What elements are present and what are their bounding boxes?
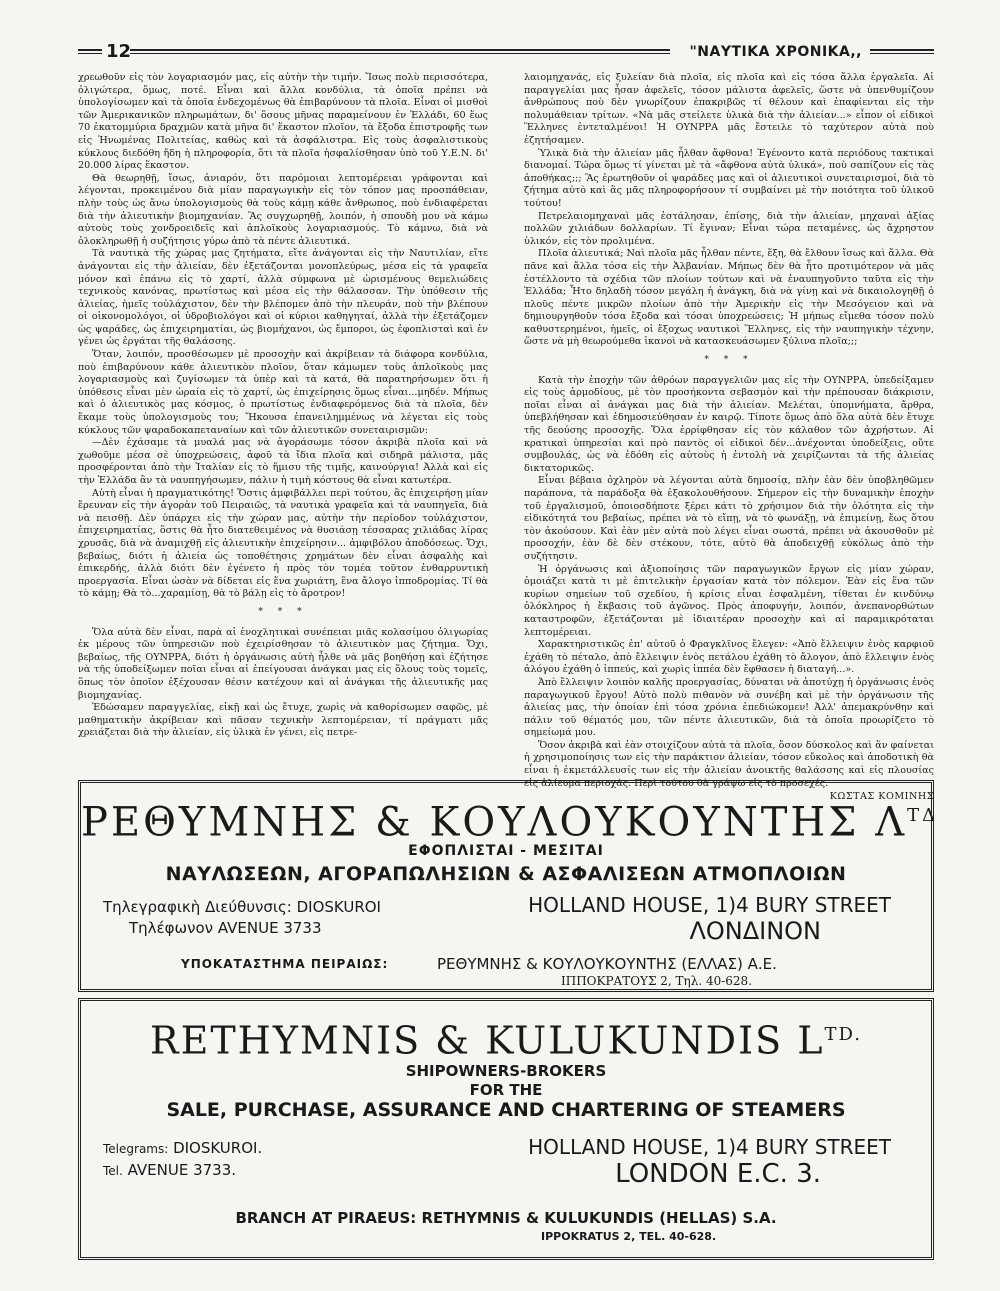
ad-company-suffix: TD. bbox=[824, 1024, 862, 1045]
ad-branch-address: ΙΠΠΟΚΡΑΤΟΥΣ 2, Τηλ. 40-628. bbox=[561, 974, 753, 988]
article-column-right bbox=[524, 72, 934, 822]
ad-branch-label: ΥΠΟΚΑΤΑΣΤΗΜΑ ΠΕΙΡΑΙΩΣ: bbox=[181, 957, 389, 971]
header-rule-right bbox=[870, 49, 934, 54]
ad-roles: SHIPOWNERS-BROKERS bbox=[405, 1062, 607, 1080]
running-header bbox=[78, 40, 934, 66]
article-paragraph: Πετρελαιομηχαναὶ μᾶς ἐστάλησαν, ἐπίσης, διὰ τὴν ἁλιείαν, μηχαναὶ ἀξίας πολλῶν χιλιάδων δολλαρίων. Τί ἔγιναν; Εἶναι τώρα πεταμένες, ὡς ἄχρηστον ὑλικόν, εἰς τὸν προλιμένα. bbox=[524, 210, 934, 247]
article-paragraph: Πλοῖα ἁλιευτικά; Ναὶ πλοῖα μᾶς ἦλθαν πέντε, ἕξη, θὰ ἔλθουν ἴσως καὶ ἄλλα. Θὰ πᾶνε καὶ ἄλλα τόσα εἰς τὴν Ἀλβανίαν. Μήπως δὲν θὰ ἦτο προτιμότερον νὰ μᾶς ἐστέλλοντο τὰ σχέδια τῶν πλοίων τούτων καὶ νὰ ἐναυπηγοῦντο ταῦτα εἰς τὴν Ἑλλάδα; Ἦτο δηλαδὴ τόσον μεγάλη ἡ ἀνάγκη, διὰ νὰ γίνῃ καὶ νὰ δικαιολογηθῇ ὁ πλοῦς πέντε μικρῶν πλοίων ἀπὸ τὴν Ἀμερικὴν εἰς τὴν Μεσόγειον καὶ νὰ δημιουργηθοῦν τόσα ἔξοδα καὶ τόσαι ὑποχρεώσεις; Ἡ μήπως εἴμεθα τόσον πολὺ καθυστερημένοι, ἡμεῖς, οἱ ἔξοχως ναυτικοὶ Ἕλληνες, εἰς τὴν ναυπηγικὴν τέχνην, ὥστε νὰ μὴ θεωρούμεθα ἱκανοὶ νὰ κατασκευάσωμεν ξύλινα πλοῖα;;; bbox=[524, 248, 934, 348]
ad-telegraph-label: Τηλεγραφικὴ Διεύθυνσις: bbox=[103, 898, 292, 916]
ad-tel-label: Tel. bbox=[103, 1164, 123, 1178]
ad-company-name bbox=[81, 1013, 931, 1063]
ad-city: LONDON E.C. 3. bbox=[615, 1159, 821, 1189]
section-separator: * * * bbox=[258, 606, 308, 617]
article-paragraph: Αὐτὴ εἶναι ἡ πραγματικότης! Ὅστις ἀμφιβάλλει περὶ τούτου, ἂς ἐπιχειρήσῃ μίαν ἔρευναν εἰς τὴν ἀγορὰν τοῦ Πειραιῶς, τὰ ναυτικὰ γραφεῖα καὶ τὰ ναυπηγεῖα, διὰ νὰ πεισθῇ. Δὲν ὑπάρχει εἰς τὴν χώραν μας, αὐτὴν τὴν περίοδον τοὐλάχιστον, ἐπιχειρηματίας, ὅστις θὰ ἦτο διατεθειμένος νὰ θυσιάσῃ τέσσαρας χιλιάδας λίρας χρυσᾶς, διὰ νὰ ἀναμιχθῇ εἰς ἁλιευτικὴν ἐπιχείρησιν... ἀμφιβόλου ἀποδόσεως. Ὄχι, βεβαίως, διότι ἡ ἁλιεία ὡς τοποθέτησις χρημάτων δὲν εἶναι ἀσφαλὴς καὶ ἐπικερδής, ἀλλὰ διότι δὲν ἐγένετο ἡ πρὸς τὸν τομέα τοῦτον ἐνθαρρυντικὴ προεργασία. Εἶναι ὡσὰν νὰ δίδεται εἰς ἕνα χωριάτη, ἕνα ἄλογο ἱπποδρομίας. Τί θὰ τὸ κάμῃ; Θὰ τὸ...χαραμίσῃ, θὰ τὸ βάλῃ εἰς τὸ ἄροτρον! bbox=[78, 487, 488, 600]
article-paragraph: Ὅταν, λοιπόν, προσθέσωμεν μὲ προσοχὴν καὶ ἀκρίβειαν τὰ διάφορα κονδύλια, ποὺ ἐπιβαρύνουν κάθε ἁλιευτικὸν πλοῖον, ὅταν κάμωμεν τοὺς ἁπλοϊκοὺς μας λογαριασμοὺς καὶ ζυγίσωμεν τὰ ὑπὲρ καὶ τὰ κατά, θὰ παρατηρήσωμεν ὅτι ἡ ὑπόθεσις εἶναι μὲν ὡραία εἰς τὸ χαρτί, ὡς ἐπιχείρησις ὅμως εἶναι...μηδέν. Μήπως καὶ ὁ ἁλιευτικὸς μας κόσμος, ὁ πρωτίστως ἐνδιαφερόμενος διὰ τὰ πλοῖα, δὲν ἔκαμε τοὺς ὑπολογισμοὺς του; Ἤκουσα ἐπανειλημμένως νὰ λέγεται εἰς τοὺς κύκλους τῶν ψαραδοκαπεταναίων καὶ τῶν ἁλιευτικῶν συνεταιρισμῶν: bbox=[78, 349, 488, 436]
ad-company-text: ΡΕΘΥΜΝΗΣ & ΚΟΥΛΟΥΚΟΥΝΤΗΣ Λ bbox=[81, 799, 908, 846]
ad-company-name bbox=[81, 793, 939, 846]
page-number: 12 bbox=[106, 41, 132, 62]
article-signature: ΚΩΣΤΑΣ ΚΟΜΙΝΗΣ bbox=[829, 791, 934, 803]
ad-services: ΝΑΥΛΩΣΕΩΝ, ΑΓΟΡΑΠΩΛΗΣΙΩΝ & ΑΣΦΑΛΙΣΕΩΝ ΑΤΜΟΠΛΟΙΩΝ bbox=[165, 863, 847, 885]
ad-services: SALE, PURCHASE, ASSURANCE AND CHARTERING OF STEAMERS bbox=[166, 1099, 846, 1121]
article-paragraph: Ἐδώσαμεν παραγγελίας, εἰκῇ καὶ ὡς ἔτυχε, χωρὶς νὰ καθορίσωμεν σαφῶς, μὲ μαθηματικὴν ἀκρίβειαν καὶ πᾶσαν τεχνικὴν λεπτομέρειαν, τί πράγματι μᾶς χρειάζεται διὰ τὴν ἁλιείαν, εἰς ὑλικὰ ἐν γένει, εἰς πετρε- bbox=[78, 702, 488, 739]
ad-phone-value: AVENUE 3733 bbox=[217, 919, 322, 937]
ad-tel bbox=[103, 1161, 236, 1179]
ad-address: HOLLAND HOUSE, 1)4 BURY STREET bbox=[528, 893, 891, 917]
ad-telegrams bbox=[103, 1139, 262, 1157]
article-paragraph: λαιομηχανάς, εἰς ξυλείαν διὰ πλοῖα, εἰς πλοῖα καὶ εἰς τόσα ἄλλα ἐργαλεῖα. Αἱ παραγγελίαι μας ἦσαν ἀφελεῖς, τόσον μάλιστα ἀφελεῖς, ὥστε νὰ ὑπενθυμίζουν ἀνθρώπους ποὺ δὲν γνωρίζουν ἐπακριβῶς τί θέλουν καὶ ἐπαφίενται εἰς τὴν πολυμάθειαν τρίτων. «Νὰ μᾶς στείλετε ὑλικὰ διὰ τὴν ἁλιείαν...» εἶπον οἱ εἰδικοὶ Ἕλληνες ἐντεταλμένοι! Ἡ ΟΥΝΡΡΑ μᾶς ἔστειλε τὸ ταχύτερον αὐτὰ ποὺ ἐζητήσαμεν. bbox=[524, 72, 934, 146]
section-separator: * * * bbox=[704, 355, 754, 366]
article-paragraph: Ὅσον ἀκριβὰ καὶ ἐὰν στοιχίζουν αὐτὰ τὰ πλοῖα, ὅσον δύσκολος καὶ ἂν φαίνεται ἡ χρησιμοποίησις των εἰς τὴν παράκτιον ἁλιείαν, τόσον εὔκολος καὶ ἀποδοτικὴ θὰ εἶναι ἡ ἐκμετάλλευσίς των εἰς τὴν ἁλιείαν ἀνοικτῆς θαλάσσης καὶ εἰς πλουσίας εἰς ἁλίευμα περιοχάς. Περὶ τούτου θὰ γράψω εἰς τὸ προσεχές. bbox=[524, 739, 934, 789]
ad-address: HOLLAND HOUSE, 1)4 BURY STREET bbox=[528, 1135, 891, 1159]
article-paragraph: Ἡ ὀργάνωσις καὶ ἀξιοποίησις τῶν παραγωγικῶν ἔργων εἰς μίαν χώραν, ὁμοιάζει κατὰ τι μὲ ἐπιτελικὴν ἐργασίαν κατὰ τὸν πόλεμον. Ἐὰν εἰς ἕνα τῶν κυρίων σημείων τοῦ σχεδίου, ἡ κρίσις εἶναι ἐσφαλμένη, τίθεται ἐν κινδύνῳ ὁλόκληρος ἡ ἔκβασις τοῦ ἀγῶνος. Πρὸς ἀποφυγήν, λοιπόν, ἀνεπανορθώτων καταστροφῶν, ἐξετάζονται μὲ ἰδιαιτέραν προσοχὴν καὶ αἱ παραμικρόταται λεπτομέρειαι. bbox=[524, 563, 934, 638]
ad-for-the: FOR THE bbox=[469, 1081, 543, 1099]
article-paragraph: χρεωθοῦν εἰς τὸν λογαριασμόν μας, εἰς αὐτὴν τὴν τιμήν. Ἴσως πολὺ περισσότερα, ὀλιγώτερα, ὅμως, ποτέ. Εἶναι καὶ ἄλλα κονδύλια, τὰ ὁποῖα πρέπει νὰ ὑπολογίσωμεν καὶ τὰ ὁποῖα ἐνδεχομένως θὰ ἐπιβαρύνουν τὰ πλοῖα. Εἶναι οἱ μισθοὶ τῶν Ἀμερικανικῶν πληρωμάτων, δι' ὅσους μῆνας παραμείνουν ἐν Ἑλλάδι, 60 ἕως 70 ἑκατομμύρια δραχμῶν κατὰ μῆνα δι' ἕκαστον πλοῖον, τὰ ἔξοδα ἐπιστροφῆς των εἰς Ἡνωμένας Πολιτείας, καθὼς καὶ τὰ ἀσφάλιστρα. Εἰς τοὺς ἀσφαλιστικοὺς κύκλους διεδόθη ἤδη ἡ πληροφορία, ὅτι τὰ πλοῖα ἠσφαλίσθησαν ὑπὸ τοῦ Υ.Ε.Ν. δι' 20.000 λίρας ἕκαστον. bbox=[78, 72, 488, 172]
ad-company-text: RETHYMNIS & KULUKUNDIS L bbox=[149, 1018, 825, 1063]
article-paragraph: —Δὲν ἐχάσαμε τὰ μυαλά μας νὰ ἀγοράσωμε τόσον ἀκριβὰ πλοῖα καὶ νὰ χωθοῦμε μέσα σὲ ὑποχρεώσεις, ἀφοῦ τὰ ἴδια πλοῖα καὶ σιδηρᾶ μάλιστα, μᾶς προσφέρονται ἀπὸ τὴν Ἰταλίαν εἰς τὸ ἥμισυ τῆς τιμῆς, καινούργια! Ἀλλὰ καὶ εἰς τὴν Ἑλλάδα ἂν τὰ ναυπηγήσωμεν, πάλιν ἡ τιμὴ κόστους θὰ εἶναι κατωτέρα. bbox=[78, 437, 488, 486]
article-paragraph: Εἶναι βέβαια ὀχληρὸν νὰ λέγονται αὐτὰ δημοσίᾳ, πλὴν ἐὰν δὲν ὑποβληθῶμεν παράπονα, τὰ παράδοξα θὰ ἐξακολουθήσουν. Σήμερον εἰς τὴν δυναμικὴν ἐποχὴν τοῦ ἐργαλισμοῦ, ὁποιοσδήποτε ξέρει κάτι τὸ χρήσιμον διὰ τὴν ὁλότητα εἰς τὴν εἰδικότητά του βεβαίως, πρέπει νὰ τὸ εἴπῃ, νὰ τὸ φωνάξῃ, νὰ ἐπιμείνῃ, ἕως ὅτου τὸν ἀκούσουν. Καὶ ἐὰν μὲν αὐτὰ ποὺ λέγει εἶναι σωστά, πρέπει νὰ ἀκουσθοῦν μὲ προσοχήν, ἐὰν δὲ δὲν στέκουν, τότε, αὐτὸ θὰ ἀποδειχθῇ εὐκόλως ἀπὸ τὴν συζήτησιν. bbox=[524, 475, 934, 562]
advertisement-greek bbox=[78, 780, 939, 992]
ad-branch-address: IPPOKRATUS 2, TEL. 40-628. bbox=[541, 1230, 717, 1243]
ad-phone-label: Τηλέφωνον bbox=[129, 919, 214, 937]
article-paragraph: Θὰ θεωρηθῇ, ἴσως, ἀνιαρόν, ὅτι παρόμοιαι λεπτομέρειαι γράφονται καὶ λέγονται, προκειμένου διὰ μίαν παραγωγικὴν εἰς τὸν τόπον μας προσπάθειαν, πλὴν τοὺς ὡς ἄνω ὑπολογισμοὺς θὰ τοὺς κάμῃ κάθε ἄνθρωπος, ποὺ ἐνδιαφέρεται διὰ τὴν ἁλιευτικὴν βιομηχανίαν. Ἂς συγχωρηθῇ, λοιπόν, ἡ σπουδὴ μου νὰ κάμω αὐτοὺς τοὺς χονδροειδεῖς καὶ ἁπλοϊκοὺς λογαριασμούς. Τὸ κάμνω, διὰ νὰ ὁλοκληρωθῇ ἡ συζήτησις γύρω ἀπὸ τὰ πέντε ἁλιευτικά. bbox=[78, 172, 488, 247]
article-paragraph: Κατὰ τὴν ἐποχὴν τῶν ἀθρόων παραγγελιῶν μας εἰς τὴν ΟΥΝΡΡΑ, ὑπεδείξαμεν εἰς τοὺς ἁρμοδίους, μὲ τὸν προσήκοντα σεβασμὸν καὶ τὴν πρέπουσαν διάκρισιν, ποῖαι εἶναι αἱ ἀνάγκαι μας διὰ τὴν ἁλιείαν. Μελέται, ὑπομνήματα, ἄρθρα, ὑπεβλήθησαν καὶ ἐδημοσιεύθησαν ἐν καιρῷ. Τίποτε ὅμως ἀπὸ ὅλα αὐτὰ δὲν ἔτυχε τῆς δεούσης προσοχῆς. Ὅλα ἐρρίφθησαν εἰς τὸν κάλαθον τῶν ἀχρήστων. Αἱ κρατικαὶ ὑπηρεσίαι καὶ πρὸ παντὸς οἱ εἰδικοὶ δέν...ἀνέχονται ὑποδείξεις, οὔτε συμβουλάς, ὡς νὰ ἐδόθη εἰς αὐτοὺς ἡ ἐντολὴ νὰ χειρίζωνται τὰ τῆς ἁλιείας δικτατορικῶς. bbox=[524, 374, 934, 474]
journal-title: "ΝΑΥΤΙΚΑ ΧΡΟΝΙΚΑ,, bbox=[689, 44, 862, 60]
article-paragraph: Ὑλικὰ διὰ τὴν ἁλιείαν μᾶς ἦλθαν ἄφθονα! Ἐγένοντο κατὰ περιόδους τακτικαὶ διανομαί. Τώρα ὅμως τί γίνεται μὲ τὰ «ἄφθονα αὐτὰ ὑλικά», ποὺ σαπίζουν εἰς τὰς ἀποθήκας;;; Ἂς ἐρωτηθοῦν οἱ ψαράδες μας καὶ οἱ ἁλιευτικοὶ συνεταιρισμοί, διὰ τὸ ζήτημα αὐτὸ καὶ ἂς μᾶς πληροφορήσουν τί συμβαίνει μὲ τὴν ποιότητα τοῦ ὑλικοῦ τούτου! bbox=[524, 147, 934, 209]
ad-phone bbox=[129, 919, 322, 937]
article-paragraph: Τὰ ναυτικὰ τῆς χώρας μας ζητήματα, εἴτε ἀνάγονται εἰς τὴν Ναυτιλίαν, εἴτε ἀνάγονται εἰς τὴν ἁλιείαν, δὲν ἐξετάζονται μονοπλεύρως, μέσα εἰς τὰ γραφεῖα μόνον καὶ ἐπάνω εἰς τὸ χαρτί, ἀλλὰ σύμφωνα μὲ ὡρισμένους θεμελιώδεις τεχνικοὺς κανόνας, πρωτίστως καὶ μέσα εἰς τὴν θάλασσαν. Τὴν ὑπόθεσιν τῆς ἁλιείας, ἡμεῖς τοὐλάχιστον, δὲν τὴν βλέπομεν ἀπὸ τὴν πλευράν, ποὺ τὴν βλέπουν οἱ οἰκονομολόγοι, οἱ ὑδροβιολόγοι καὶ οἱ κύριοι καθηγηταί, ἀλλὰ τὴν ἐξετάζομεν ὡς ψαράδες, ὡς ἐπιχειρηματίαι, ὡς βιομήχανοι, ὡς ἔμποροι, ὡς ἐφοπλισταὶ καὶ ἐν γένει ὡς ἐργάται τῆς θαλάσσης. bbox=[78, 248, 488, 348]
ad-company-suffix: ΤΔ bbox=[907, 805, 939, 826]
article-paragraph: Χαρακτηριστικῶς ἐπ' αὐτοῦ ὁ Φραγκλῖνος ἔλεγεν: «Ἀπὸ ἔλλειψιν ἑνὸς καρφιοῦ ἐχάθη τὸ πέταλο, ἀπὸ ἔλλειψιν ἑνὸς πετάλου ἐχάθη τὸ ἄλογον, ἀπὸ ἔλλειψιν ἑνὸς ἀλόγου ἐχάθη ὁ ἱππεύς, καὶ χωρὶς ἱππέα δὲν ἔφθασεν ἡ διαταγή...». bbox=[524, 639, 934, 676]
ad-branch-name: ΡΕΘΥΜΝΗΣ & ΚΟΥΛΟΥΚΟΥΝΤΗΣ (ΕΛΛΑΣ) Α.Ε. bbox=[437, 955, 777, 973]
ad-branch: BRANCH AT PIRAEUS: RETHYMNIS & KULUKUNDIS (HELLAS) S.A. bbox=[235, 1209, 777, 1227]
ad-telegrams-label: Telegrams: bbox=[103, 1142, 169, 1156]
article-column-left bbox=[78, 72, 488, 822]
ad-telegrams-value: DIOSKUROI. bbox=[173, 1139, 263, 1157]
header-rule-left bbox=[78, 49, 102, 54]
ad-roles: ΕΦΟΠΛΙΣΤΑΙ - ΜΕΣΙΤΑΙ bbox=[408, 843, 604, 859]
ad-city: ΛΟΝΔΙΝΟΝ bbox=[689, 917, 821, 945]
header-rule-middle bbox=[130, 49, 670, 54]
advertisement-english bbox=[78, 998, 934, 1260]
ad-tel-value: AVENUE 3733. bbox=[127, 1161, 237, 1179]
ad-telegraph-value: DIOSKUROI bbox=[296, 898, 381, 916]
newspaper-page bbox=[78, 40, 939, 1255]
ad-telegraph bbox=[103, 898, 381, 916]
article-paragraph: Ἀπὸ ἔλλειψιν λοιπὸν καλῆς προεργασίας, δύναται νὰ ἀποτύχῃ ἡ ὀργάνωσις ἑνὸς παραγωγικοῦ ἔργου! Αὐτὸ πολὺ πιθανὸν νὰ συνέβη καὶ μὲ τὴν ὀργάνωσιν τῆς ἁλιείας μας, τὴν ὁποίαν ἐπὶ τόσα χρόνια ἐπεδιώκομεν! Ἀλλ' ἀπεμακρύνθην καὶ πάλιν τοῦ θέματός μου, τῶν πέντε ἁλιευτικῶν, διὰ τὰ ὁποῖα προωρίζετο τὸ σημείωμά μου. bbox=[524, 676, 934, 739]
article-paragraph: Ὅλα αὐτὰ δὲν εἶναι, παρὰ αἱ ἐνοχλητικαὶ συνέπειαι μιᾶς κολασίμου ὀλιγωρίας ἐκ μέρους τῶν ὑπηρεσιῶν ποὺ ἐχειρίσθησαν τὸ ἁλιευτικὸν μας ζήτημα. Ὄχι, βεβαίως, τῆς ΟΥΝΡΡΑ, διότι ἡ ὀργάνωσις αὐτὴ ἦλθε νὰ μᾶς βοηθήσῃ καὶ ἐζήτησε νὰ τῆς ὑποδείξωμεν ποῖαι εἶναι αἱ ἐπείγουσαι ἀνάγκαι μας εἰς ὅλους τοὺς τομεῖς, ὅπως τὸν ὁποῖον ἐξέχουσαν θέσιν κατέχουν καὶ αἱ ἀνάγκαι τῆς ἁλιευτικῆς μας βιομηχανίας. bbox=[78, 626, 488, 701]
